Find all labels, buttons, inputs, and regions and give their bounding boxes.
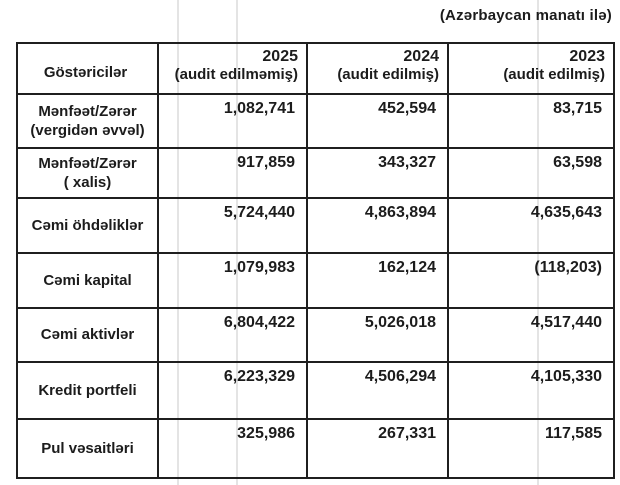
value-2024: 162,124 bbox=[307, 253, 448, 308]
year-label: 2024 bbox=[403, 48, 439, 65]
audit-status-label: (audit edilmiş) bbox=[337, 66, 439, 84]
table-row-total-assets bbox=[17, 308, 614, 362]
audit-status-label: (audit edilməmiş) bbox=[174, 66, 298, 84]
value-2023: 63,598 bbox=[448, 148, 614, 198]
row-label: Kredit portfeli bbox=[17, 362, 158, 419]
value-2025: 6,223,329 bbox=[158, 362, 307, 419]
year-label: 2025 bbox=[262, 48, 298, 65]
value-2024: 5,026,018 bbox=[307, 308, 448, 362]
value-2024: 4,506,294 bbox=[307, 362, 448, 419]
financial-summary-table bbox=[16, 42, 615, 479]
table-row-cash-funds bbox=[17, 419, 614, 478]
value-2025: 325,986 bbox=[158, 419, 307, 478]
value-2023: 83,715 bbox=[448, 94, 614, 148]
row-label: Cəmi aktivlər bbox=[17, 308, 158, 362]
row-label: Cəmi kapital bbox=[17, 253, 158, 308]
table-row-total-capital bbox=[17, 253, 614, 308]
row-label: Pul vəsaitləri bbox=[17, 419, 158, 478]
column-header-2025 bbox=[158, 43, 307, 94]
table-row-profit-before-tax bbox=[17, 94, 614, 148]
year-label: 2023 bbox=[569, 48, 605, 65]
table-row-credit-portfolio bbox=[17, 362, 614, 419]
value-2025: 917,859 bbox=[158, 148, 307, 198]
row-label: Mənfəət/Zərər (vergidən əvvəl) bbox=[17, 94, 158, 148]
value-2025: 5,724,440 bbox=[158, 198, 307, 253]
value-2023: (118,203) bbox=[448, 253, 614, 308]
value-2025: 6,804,422 bbox=[158, 308, 307, 362]
value-2023: 4,105,330 bbox=[448, 362, 614, 419]
audit-status-label: (audit edilmiş) bbox=[503, 66, 605, 84]
currency-note: (Azərbaycan manatı ilə) bbox=[439, 7, 612, 24]
value-2024: 267,331 bbox=[307, 419, 448, 478]
value-2024: 452,594 bbox=[307, 94, 448, 148]
value-2023: 117,585 bbox=[448, 419, 614, 478]
column-header-2024 bbox=[307, 43, 448, 94]
table-row-total-liabilities bbox=[17, 198, 614, 253]
value-2023: 4,635,643 bbox=[448, 198, 614, 253]
table-row-profit-net bbox=[17, 148, 614, 198]
value-2025: 1,082,741 bbox=[158, 94, 307, 148]
indicator-column-header: Göstəricilər bbox=[17, 43, 158, 94]
row-label: Cəmi öhdəliklər bbox=[17, 198, 158, 253]
value-2024: 343,327 bbox=[307, 148, 448, 198]
value-2025: 1,079,983 bbox=[158, 253, 307, 308]
row-label: Mənfəət/Zərər ( xalis) bbox=[17, 148, 158, 198]
value-2023: 4,517,440 bbox=[448, 308, 614, 362]
column-header-2023 bbox=[448, 43, 614, 94]
header-row bbox=[17, 43, 614, 94]
value-2024: 4,863,894 bbox=[307, 198, 448, 253]
